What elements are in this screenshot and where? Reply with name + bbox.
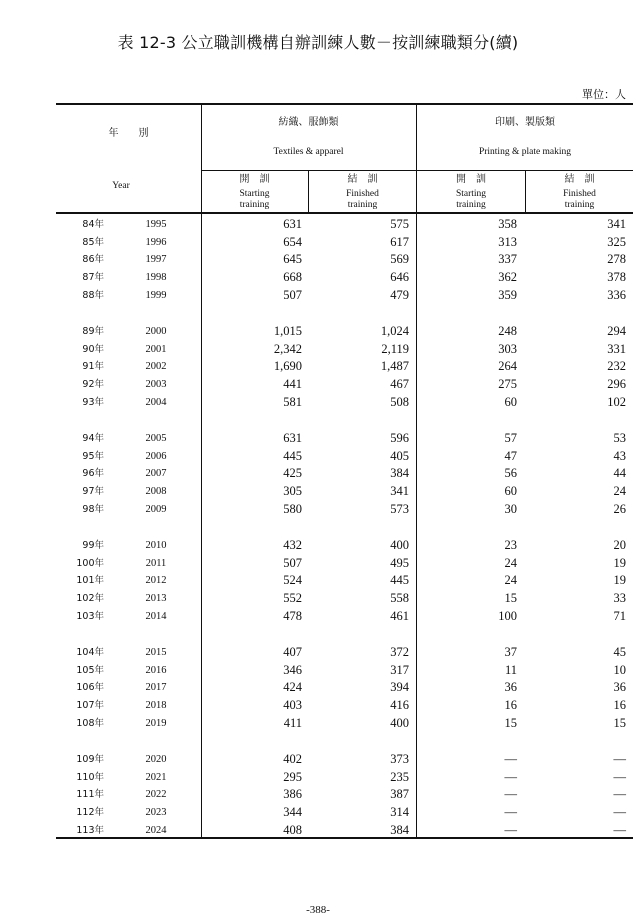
printing-finished: 15 <box>613 715 626 730</box>
printing-finished: 19 <box>613 555 626 570</box>
year-roc: 93年 <box>82 396 104 408</box>
table-row <box>56 662 633 679</box>
printing-finished: 53 <box>613 431 626 445</box>
textiles-finished: 573 <box>390 501 409 516</box>
header-year-en: Year <box>112 181 130 191</box>
textiles-starting: 305 <box>283 484 302 499</box>
table-row <box>56 804 633 821</box>
year-roc: 98年 <box>82 503 104 515</box>
textiles-finished: 384 <box>390 822 409 837</box>
printing-starting: 57 <box>504 431 517 445</box>
printing-starting: 303 <box>498 341 517 356</box>
year-ad: 2019 <box>145 717 167 729</box>
year-ad: 2008 <box>145 486 167 498</box>
textiles-finished: 394 <box>390 680 409 695</box>
textiles-finished: 467 <box>390 377 409 392</box>
header-g2-start-cn: 開 訓 <box>456 174 486 185</box>
year-roc: 109年 <box>76 754 104 765</box>
header-bottom-rule <box>56 212 633 214</box>
body-divider-year <box>201 213 202 837</box>
textiles-finished: 317 <box>390 662 409 677</box>
table-row <box>56 608 633 625</box>
table-row <box>56 430 633 447</box>
year-ad: 2011 <box>145 557 167 569</box>
year-roc: 92年 <box>82 379 104 391</box>
year-roc: 88年 <box>82 289 104 301</box>
printing-finished: 36 <box>613 680 626 695</box>
printing-finished: 16 <box>613 698 626 713</box>
year-ad: 2009 <box>145 503 167 515</box>
header-group2-en: Printing & plate making <box>478 147 572 157</box>
table-row <box>56 537 633 554</box>
printing-finished: 294 <box>607 324 626 338</box>
year-roc: 91年 <box>82 361 104 373</box>
year-ad: 2023 <box>145 807 167 819</box>
year-ad: 2001 <box>145 343 167 355</box>
year-roc: 102年 <box>76 593 104 605</box>
printing-finished: 43 <box>613 448 626 463</box>
printing-finished: — <box>613 752 626 766</box>
textiles-finished: 387 <box>390 787 409 802</box>
printing-starting: — <box>504 805 517 820</box>
printing-finished: — <box>613 787 626 802</box>
table-row <box>56 465 633 482</box>
printing-finished: — <box>613 805 626 820</box>
table-row <box>56 269 633 286</box>
textiles-finished: 495 <box>390 555 409 570</box>
year-ad: 2003 <box>145 379 167 391</box>
header-g2-finish-cn: 結 訓 <box>564 174 595 185</box>
textiles-finished: 617 <box>390 234 409 249</box>
year-ad: 2014 <box>145 610 167 622</box>
year-roc: 105年 <box>76 664 104 676</box>
printing-starting: 23 <box>504 538 517 552</box>
page-number: -388- <box>306 904 330 916</box>
printing-starting: 362 <box>498 270 517 285</box>
printing-starting: 275 <box>498 377 517 392</box>
textiles-starting: 403 <box>283 698 302 713</box>
textiles-starting: 411 <box>283 715 302 730</box>
year-roc: 111年 <box>76 789 104 801</box>
table-row <box>56 287 633 304</box>
header-g2-finish-en1: Finished <box>563 189 596 199</box>
textiles-finished: 2,119 <box>381 341 409 356</box>
year-ad: 1996 <box>145 236 167 248</box>
printing-starting: 56 <box>504 466 517 481</box>
year-roc: 100年 <box>76 557 104 569</box>
header-group2-cn: 印刷、製版類 <box>495 117 555 128</box>
printing-finished: 71 <box>613 608 626 623</box>
printing-finished: — <box>613 769 626 784</box>
year-ad: 1999 <box>145 289 167 301</box>
table-row <box>56 572 633 589</box>
table-row <box>56 448 633 465</box>
body-divider-groups <box>416 213 417 837</box>
printing-finished: 45 <box>613 645 626 659</box>
table-row <box>56 679 633 696</box>
printing-finished: 325 <box>607 234 626 249</box>
header-g1-finish-en2: training <box>347 200 378 210</box>
year-roc: 89年 <box>82 326 104 337</box>
header-g1-start-en1: Starting <box>239 189 270 199</box>
year-ad: 1995 <box>145 219 167 230</box>
header-subrule <box>201 170 633 171</box>
printing-starting: 16 <box>504 698 517 713</box>
printing-finished: 20 <box>613 538 626 552</box>
year-roc: 94年 <box>82 433 104 444</box>
printing-starting: — <box>504 752 517 766</box>
printing-starting: 11 <box>504 662 517 677</box>
year-roc: 112年 <box>76 807 104 819</box>
year-ad: 2020 <box>145 754 167 765</box>
printing-starting: 60 <box>504 394 517 409</box>
textiles-starting: 654 <box>283 234 302 249</box>
textiles-finished: 373 <box>390 752 409 766</box>
unit-label: 單位：人 <box>582 88 626 101</box>
year-roc: 99年 <box>82 540 104 551</box>
year-roc: 84年 <box>82 219 104 230</box>
table-row <box>56 358 633 375</box>
table-bottom-rule <box>56 837 633 839</box>
table-row <box>56 644 633 661</box>
header-g2-finish-en2: training <box>564 200 595 210</box>
table-row <box>56 251 633 268</box>
textiles-starting: 668 <box>283 270 302 285</box>
textiles-starting: 344 <box>283 805 302 820</box>
textiles-finished: 372 <box>390 645 409 659</box>
year-roc: 85年 <box>82 236 104 248</box>
printing-finished: 336 <box>607 287 626 302</box>
year-roc: 90年 <box>82 343 104 355</box>
table-row <box>56 394 633 411</box>
table-row <box>56 216 633 233</box>
printing-finished: 232 <box>607 359 626 374</box>
printing-starting: 60 <box>504 484 517 499</box>
year-ad: 2016 <box>145 664 167 676</box>
printing-finished: 296 <box>607 377 626 392</box>
printing-starting: 24 <box>504 555 517 570</box>
year-ad: 2005 <box>145 433 167 444</box>
textiles-finished: 558 <box>390 591 409 606</box>
printing-finished: 102 <box>607 394 626 409</box>
textiles-finished: 1,487 <box>380 359 409 374</box>
printing-starting: 37 <box>504 645 517 659</box>
printing-finished: 10 <box>613 662 626 677</box>
printing-finished: 33 <box>613 591 626 606</box>
textiles-starting: 478 <box>283 608 302 623</box>
year-ad: 2021 <box>145 771 167 783</box>
textiles-starting: 386 <box>283 787 302 802</box>
table-row <box>56 483 633 500</box>
year-ad: 2013 <box>145 593 167 605</box>
printing-starting: 15 <box>504 591 517 606</box>
textiles-finished: 479 <box>390 287 409 302</box>
textiles-starting: 631 <box>283 217 302 231</box>
header-g1-finish-en1: Finished <box>346 189 379 199</box>
table-row <box>56 715 633 732</box>
year-ad: 2010 <box>145 540 167 551</box>
printing-finished: 19 <box>613 573 626 588</box>
year-ad: 2007 <box>145 468 167 480</box>
textiles-starting: 346 <box>283 662 302 677</box>
year-roc: 110年 <box>76 771 104 783</box>
textiles-finished: 314 <box>390 805 409 820</box>
year-roc: 97年 <box>82 486 104 498</box>
printing-finished: — <box>613 822 626 837</box>
year-ad: 2018 <box>145 700 167 712</box>
textiles-starting: 2,342 <box>273 341 302 356</box>
table-row <box>56 786 633 803</box>
year-roc: 107年 <box>76 700 104 712</box>
header-g1-start-cn: 開 訓 <box>239 174 270 185</box>
printing-finished: 378 <box>607 270 626 285</box>
printing-starting: 264 <box>498 359 517 374</box>
printing-starting: — <box>504 769 517 784</box>
table-row <box>56 769 633 786</box>
textiles-finished: 400 <box>390 538 409 552</box>
year-ad: 1998 <box>145 272 167 284</box>
printing-starting: 36 <box>504 680 517 695</box>
table-row <box>56 234 633 251</box>
table-row <box>56 751 633 768</box>
year-roc: 87年 <box>82 272 104 284</box>
printing-starting: 359 <box>498 287 517 302</box>
printing-starting: 15 <box>504 715 517 730</box>
year-ad: 2015 <box>145 647 167 658</box>
textiles-starting: 507 <box>283 555 302 570</box>
year-roc: 96年 <box>82 468 104 480</box>
header-g1-finish-cn: 結 訓 <box>347 174 378 185</box>
header-g1-start-en2: training <box>239 200 270 210</box>
printing-finished: 341 <box>607 217 626 231</box>
year-ad: 2022 <box>145 789 167 801</box>
textiles-finished: 569 <box>390 252 409 267</box>
printing-starting: 337 <box>498 252 517 267</box>
printing-starting: — <box>504 787 517 802</box>
table-row <box>56 376 633 393</box>
header-group1-en: Textiles & apparel <box>273 147 344 157</box>
printing-finished: 44 <box>613 466 626 481</box>
header-g2-start-en2: training <box>456 200 486 210</box>
printing-starting: 30 <box>504 501 517 516</box>
header-group1-cn: 紡織、服飾類 <box>278 117 339 128</box>
textiles-starting: 552 <box>283 591 302 606</box>
printing-starting: 248 <box>498 324 517 338</box>
header-g2-start-en1: Starting <box>455 189 487 199</box>
year-ad: 2004 <box>145 396 167 408</box>
printing-starting: 47 <box>504 448 517 463</box>
year-ad: 2002 <box>145 361 167 373</box>
printing-starting: — <box>504 822 517 837</box>
year-ad: 2017 <box>145 682 167 694</box>
textiles-starting: 407 <box>283 645 302 659</box>
printing-finished: 278 <box>607 252 626 267</box>
textiles-finished: 235 <box>390 769 409 784</box>
year-roc: 106年 <box>76 682 104 694</box>
textiles-starting: 631 <box>283 431 302 445</box>
textiles-starting: 507 <box>283 287 302 302</box>
textiles-starting: 581 <box>283 394 302 409</box>
textiles-finished: 400 <box>390 715 409 730</box>
textiles-starting: 1,015 <box>273 324 302 338</box>
year-roc: 113年 <box>76 824 104 836</box>
textiles-starting: 424 <box>283 680 302 695</box>
textiles-starting: 432 <box>283 538 302 552</box>
textiles-starting: 295 <box>283 769 302 784</box>
printing-starting: 358 <box>498 217 517 231</box>
textiles-starting: 441 <box>283 377 302 392</box>
textiles-finished: 646 <box>390 270 409 285</box>
textiles-finished: 1,024 <box>380 324 409 338</box>
textiles-finished: 384 <box>390 466 409 481</box>
textiles-starting: 1,690 <box>273 359 302 374</box>
printing-finished: 26 <box>613 501 626 516</box>
table-row <box>56 697 633 714</box>
year-roc: 86年 <box>82 254 104 266</box>
year-roc: 101年 <box>76 575 104 587</box>
year-ad: 2000 <box>145 326 167 337</box>
textiles-finished: 461 <box>390 608 409 623</box>
table-row <box>56 555 633 572</box>
textiles-finished: 445 <box>390 573 409 588</box>
textiles-finished: 508 <box>390 394 409 409</box>
year-ad: 1997 <box>145 254 167 266</box>
textiles-starting: 645 <box>283 252 302 267</box>
year-ad: 2006 <box>145 450 167 462</box>
header-year-cn: 年 別 <box>108 128 149 139</box>
textiles-starting: 445 <box>283 448 302 463</box>
textiles-starting: 580 <box>283 501 302 516</box>
year-roc: 103年 <box>76 610 104 622</box>
textiles-finished: 596 <box>390 431 409 445</box>
page-title: 表 12-3 公立職訓機構自辦訓練人數－按訓練職類分(續) <box>117 33 519 52</box>
year-roc: 104年 <box>76 647 104 658</box>
textiles-starting: 524 <box>283 573 302 588</box>
textiles-finished: 405 <box>390 448 409 463</box>
printing-starting: 313 <box>498 234 517 249</box>
textiles-starting: 425 <box>283 466 302 481</box>
printing-starting: 24 <box>504 573 517 588</box>
textiles-starting: 408 <box>283 822 302 837</box>
year-ad: 2024 <box>145 824 167 836</box>
year-roc: 108年 <box>76 717 104 729</box>
printing-starting: 100 <box>498 608 517 623</box>
table-header <box>56 105 633 213</box>
table-row <box>56 341 633 358</box>
textiles-starting: 402 <box>283 752 302 766</box>
year-ad: 2012 <box>145 575 167 587</box>
table-row <box>56 590 633 607</box>
printing-finished: 331 <box>607 341 626 356</box>
textiles-finished: 416 <box>390 698 409 713</box>
textiles-finished: 575 <box>390 217 409 231</box>
year-roc: 95年 <box>82 450 104 462</box>
textiles-finished: 341 <box>390 484 409 499</box>
table-row <box>56 323 633 340</box>
table-row <box>56 501 633 518</box>
printing-finished: 24 <box>613 484 626 499</box>
